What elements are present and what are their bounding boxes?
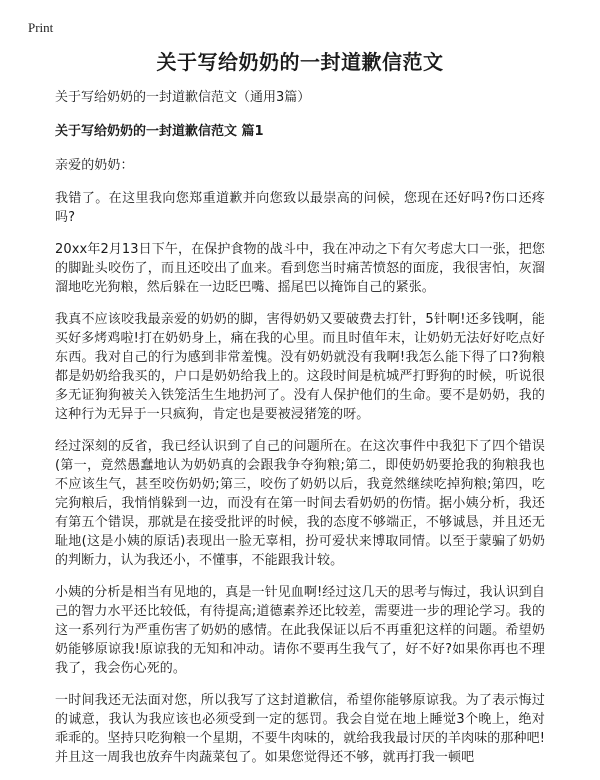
document-page [55, 48, 545, 780]
document-subtitle: 关于写给奶奶的一封道歉信范文（通用3篇） [55, 90, 311, 105]
paragraph-6: 一时间我还无法面对您，所以我写了这封道歉信，希望你能够原谅我。为了表示悔过的诚意，我认为我应该也必须受到一定的惩罚。我会自觉在地上睡觉3个晚上，绝对乖乖的。坚持只吃狗粮一个星期，不要牛肉味的，就给我我最讨厌的羊肉味的那种吧!并且这一周我也放弃牛肉蔬菜包了。如果您觉得还不够，就再打我一顿吧 [55, 693, 546, 765]
paragraph-4: 经过深刻的反省，我已经认识到了自己的问题所在。在这次事件中我犯下了四个错误(第一，竟然愚蠢地认为奶奶真的会跟我争夺狗粮;第二，即使奶奶要抢我的狗粮我也不应该生气，甚至咬伤奶奶;第三，咬伤了奶奶以后，我竟然继续吃掉狗粮;第四，吃完狗粮后，我悄悄躲到一边，而没有在第一时间去看奶奶的伤情。据小姨分析，我还有第五个错误，那就是在接受批评的时候，我的态度不够端正，不够诚恳，并且还无耻地(这是小姨的原话)表现出一脸无辜相，扮可爱状来博取同情。以至于蒙骗了奶奶的判断力，认为我还小，不懂事，不能跟我计较。 [55, 439, 545, 568]
paragraph-1: 我错了。在这里我向您郑重道歉并向您致以最崇高的问候，您现在还好吗?伤口还疼吗? [55, 191, 545, 225]
section-heading: 关于写给奶奶的一封道歉信范文 篇1 [55, 124, 264, 139]
document-title: 关于写给奶奶的一封道歉信范文 [156, 50, 444, 74]
paragraph-5: 小姨的分析是相当有见地的，真是一针见血啊!经过这几天的思考与悔过，我认识到自己的智力水平还比较低，有待提高;道德素养还比较差，需要进一步的理论学习。我的这一系列行为严重伤害了奶奶的感情。在此我保证以后不再重犯这样的问题。希望奶奶能够原谅我!原谅我的无知和冲动。请你不要再生我气了，好不好?如果你再也不理我了，我会伤心死的。 [55, 585, 546, 676]
print-link[interactable]: Print [28, 20, 54, 35]
salutation: 亲爱的奶奶： [55, 158, 134, 173]
paragraph-3: 我真不应该咬我最亲爱的奶奶的脚，害得奶奶又要破费去打针，5针啊!还多钱啊，能买好多烤鸡啦!打在奶奶身上，痛在我的心里。而且时值年末，让奶奶无法好好吃点好东西。我对自己的行为感到非常羞愧。没有奶奶就没有我啊!我怎么能下得了口?狗粮都是奶奶给我买的，户口是奶奶给我上的。这段时间是杭城严打野狗的时候，听说很多无证狗狗被关入铁笼活生生地扔河了。没有人保护他们的生命。要不是奶奶，我的这种行为无异于一只疯狗，肯定也是要被浸猪笼的呀。 [55, 312, 546, 422]
paragraph-2: 20xx年2月13日下午，在保护食物的战斗中，我在冲动之下有欠考虑大口一张，把您的脚趾头咬伤了，而且还咬出了血来。看到您当时痛苦愤怒的面庞，我很害怕，灰溜溜地吃光狗粮，然后躲在一边眨巴嘴、摇尾巴以掩饰自己的紧张。 [55, 242, 545, 295]
